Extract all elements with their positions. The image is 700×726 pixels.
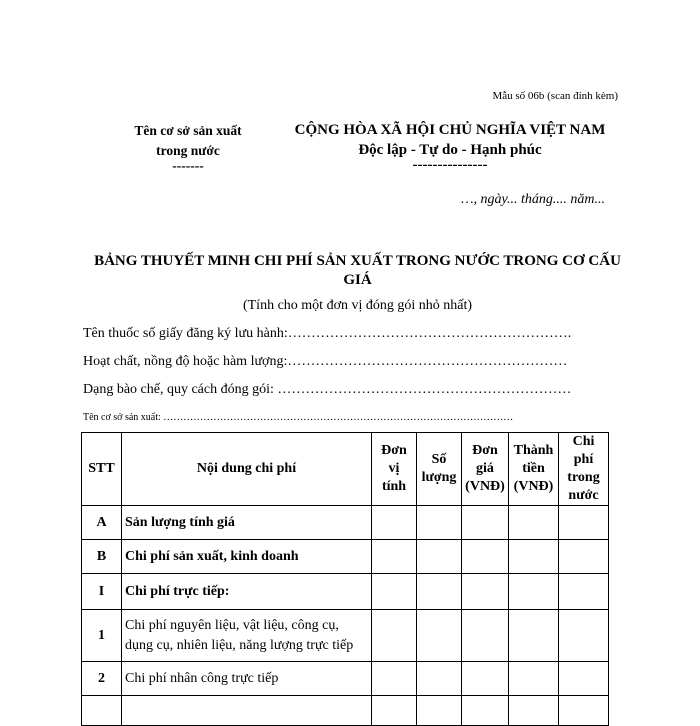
field-dosage-form: Dạng bào chế, quy cách đóng gói: ………………………………………………………	[83, 382, 572, 397]
row-stt: B	[82, 540, 122, 574]
header-unit-price-line1: Đơn	[472, 443, 498, 458]
table-row	[82, 540, 609, 574]
header-stt: STT	[82, 433, 122, 506]
row-content: Chi phí trực tiếp:	[122, 574, 372, 610]
header-amount-line1: Thành	[513, 443, 554, 458]
row-quantity-cell	[417, 610, 462, 662]
row-price-cell	[462, 540, 509, 574]
national-motto: Độc lập - Tự do - Hạnh phúc	[358, 142, 542, 158]
table-row	[82, 574, 609, 610]
table-row-continued	[82, 696, 609, 726]
row-quantity-cell	[417, 662, 462, 696]
header-unit-price	[462, 433, 509, 506]
row-content-line1: Chi phí nguyên liệu, vật liệu, công cụ,	[125, 617, 339, 633]
header-domestic-line1: Chi phí	[572, 434, 595, 467]
row-price-cell	[462, 574, 509, 610]
row-amount-cell	[509, 610, 559, 662]
header-content: Nội dung chi phí	[122, 433, 372, 506]
table-row	[82, 506, 609, 540]
row-content	[122, 696, 372, 726]
row-quantity-cell	[417, 506, 462, 540]
header-domestic-line2: trong	[567, 470, 600, 485]
row-content: Chi phí nhân công trực tiếp	[122, 662, 372, 696]
header-domestic-cost	[559, 433, 609, 506]
row-domestic-cell	[559, 610, 609, 662]
row-unit-cell	[372, 540, 417, 574]
row-quantity-cell	[417, 574, 462, 610]
cost-table	[81, 432, 609, 726]
header-unit-line1: Đơn	[381, 443, 407, 458]
row-unit-cell	[372, 662, 417, 696]
row-price-cell	[462, 610, 509, 662]
row-stt: 1	[82, 610, 122, 662]
row-content: Sản lượng tính giá	[122, 506, 372, 540]
header-unit-price-line3: (VNĐ)	[465, 479, 505, 494]
field-manufacturer: Tên cơ sở sản xuất: ……………………………………………………………………………………………	[83, 412, 514, 423]
row-unit-cell	[372, 506, 417, 540]
issuer-name-line1: Tên cơ sở sản xuất	[134, 123, 242, 138]
table-row	[82, 610, 609, 662]
header-quantity	[417, 433, 462, 506]
document-title-line2: GIÁ	[343, 272, 372, 288]
document-subtitle: (Tính cho một đơn vị đóng gói nhỏ nhất)	[242, 298, 473, 313]
row-stt: I	[82, 574, 122, 610]
issuer-divider: -------	[172, 158, 204, 173]
header-amount	[509, 433, 559, 506]
row-domestic-cell	[559, 574, 609, 610]
row-unit-cell	[372, 574, 417, 610]
field-drug-registration: Tên thuốc số giấy đăng ký lưu hành:…………………………………………………….	[83, 326, 572, 341]
row-quantity-cell	[417, 540, 462, 574]
row-content	[122, 610, 372, 662]
row-amount-cell	[509, 574, 559, 610]
row-domestic-cell	[559, 506, 609, 540]
row-unit-cell	[372, 696, 417, 726]
row-stt: A	[82, 506, 122, 540]
national-title: CỘNG HÒA XÃ HỘI CHỦ NGHĨA VIỆT NAM	[294, 122, 606, 138]
row-quantity-cell	[417, 696, 462, 726]
header-unit	[372, 433, 417, 506]
row-stt	[82, 696, 122, 726]
row-unit-cell	[372, 610, 417, 662]
header-amount-line2: tiền	[522, 461, 545, 476]
row-amount-cell	[509, 540, 559, 574]
row-domestic-cell	[559, 662, 609, 696]
national-divider: ---------------	[412, 157, 488, 173]
row-domestic-cell	[559, 696, 609, 726]
table-header-row	[82, 433, 609, 506]
date-line: …, ngày... tháng.... năm...	[461, 192, 605, 207]
row-amount-cell	[509, 662, 559, 696]
header-quantity-line1: Số	[431, 452, 447, 467]
row-content: Chi phí sản xuất, kinh doanh	[122, 540, 372, 574]
row-stt: 2	[82, 662, 122, 696]
row-amount-cell	[509, 506, 559, 540]
header-unit-line2: vị tính	[381, 461, 407, 494]
row-price-cell	[462, 662, 509, 696]
header-domestic-line3: nước	[568, 488, 599, 503]
row-price-cell	[462, 696, 509, 726]
row-content-line2: dụng cụ, nhiên liệu, năng lượng trực tiếp	[125, 637, 354, 653]
table-row	[82, 662, 609, 696]
header-quantity-line2: lượng	[421, 470, 457, 485]
row-domestic-cell	[559, 540, 609, 574]
field-active-ingredient: Hoạt chất, nồng độ hoặc hàm lượng:……………………………………………………	[83, 354, 568, 369]
issuer-header	[98, 121, 278, 171]
document-title	[80, 252, 635, 290]
form-code: Mẫu số 06b (scan đính kèm)	[492, 90, 618, 102]
row-amount-cell	[509, 696, 559, 726]
document-title-line1: BẢNG THUYẾT MINH CHI PHÍ SẢN XUẤT TRONG NƯỚC TRONG CƠ CẤU	[94, 253, 621, 269]
row-price-cell	[462, 506, 509, 540]
header-unit-price-line2: giá	[476, 461, 494, 476]
national-header	[270, 120, 630, 173]
header-amount-line3: (VNĐ)	[513, 479, 554, 494]
issuer-name-line2: trong nước	[156, 143, 220, 158]
